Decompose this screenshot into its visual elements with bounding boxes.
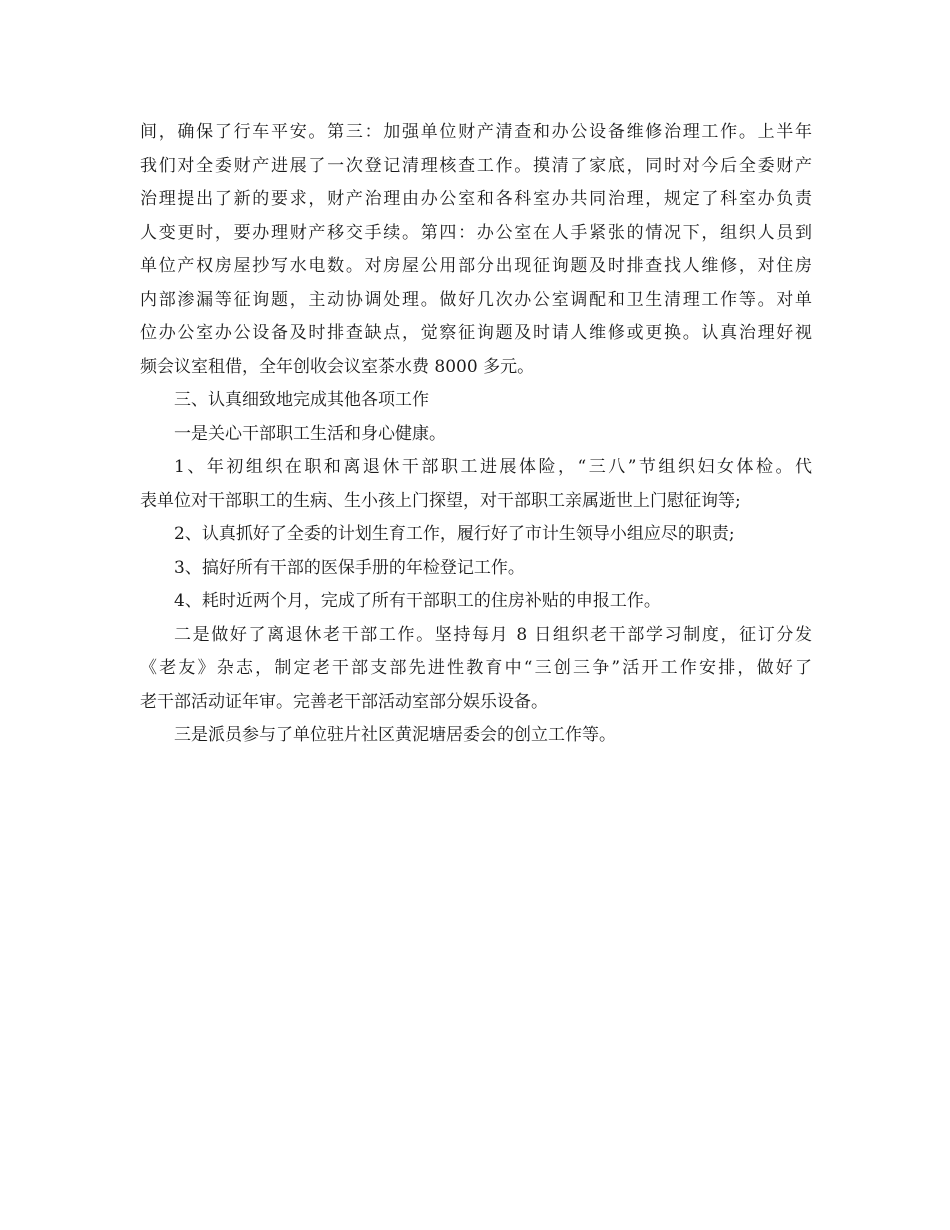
text-line: 4、耗时近两个月，完成了所有干部职工的住房补贴的申报工作。	[174, 591, 661, 611]
text-line: 治理提出了新的要求，财产治理由办公室和各科室办共同治理，规定了科室办负责	[140, 189, 812, 209]
text-line: 内部渗漏等征询题，主动协调处理。做好几次办公室调配和卫生清理工作等。对单	[140, 289, 812, 310]
text-line: 人变更时，要办理财产移交手续。第四：办公室在人手紧张的情况下，组织人员到	[140, 222, 812, 243]
text-line: 2、认真抓好了全委的计划生育工作，履行好了市计生领导小组应尽的职责;	[174, 524, 735, 544]
body-text	[140, 116, 812, 753]
section-heading: 三、认真细致地完成其他各项工作	[174, 390, 429, 410]
text-line: 三是派员参与了单位驻片社区黄泥塘居委会的创立工作等。	[174, 725, 616, 745]
text-line: 表单位对干部职工的生病、生小孩上门探望，对干部职工亲属逝世上门慰征询等;	[140, 490, 741, 511]
text-line: 位办公室办公设备及时排查缺点，觉察征询题及时请人维修或更换。认真治理好视	[140, 323, 812, 343]
text-line: 单位产权房屋抄写水电数。对房屋公用部分出现征询题及时排查找人维修，对住房	[140, 256, 812, 276]
text-line: 频会议室租借，全年创收会议室茶水费 8000 多元。	[140, 356, 535, 377]
text-line: 3、搞好所有干部的医保手册的年检登记工作。	[174, 557, 525, 578]
text-line: 老干部活动证年审。完善老干部活动室部分娱乐设备。	[140, 691, 548, 712]
text-line: 《老友》杂志，制定老干部支部先进性教育中“三创三争”活开工作安排，做好了	[140, 658, 812, 678]
text-line: 间，确保了行车平安。第三：加强单位财产清查和办公设备维修治理工作。上半年	[140, 122, 812, 142]
text-line: 1、年初组织在职和离退休干部职工进展体险，“三八”节组织妇女体检。代	[174, 457, 812, 477]
text-line: 我们对全委财产进展了一次登记清理核查工作。摸清了家底，同时对今后全委财产	[140, 155, 812, 176]
subsection-heading: 一是关心干部职工生活和身心健康。	[174, 423, 446, 444]
text-line: 二是做好了离退休老干部工作。坚持每月 8 日组织老干部学习制度，征订分发	[174, 624, 812, 645]
